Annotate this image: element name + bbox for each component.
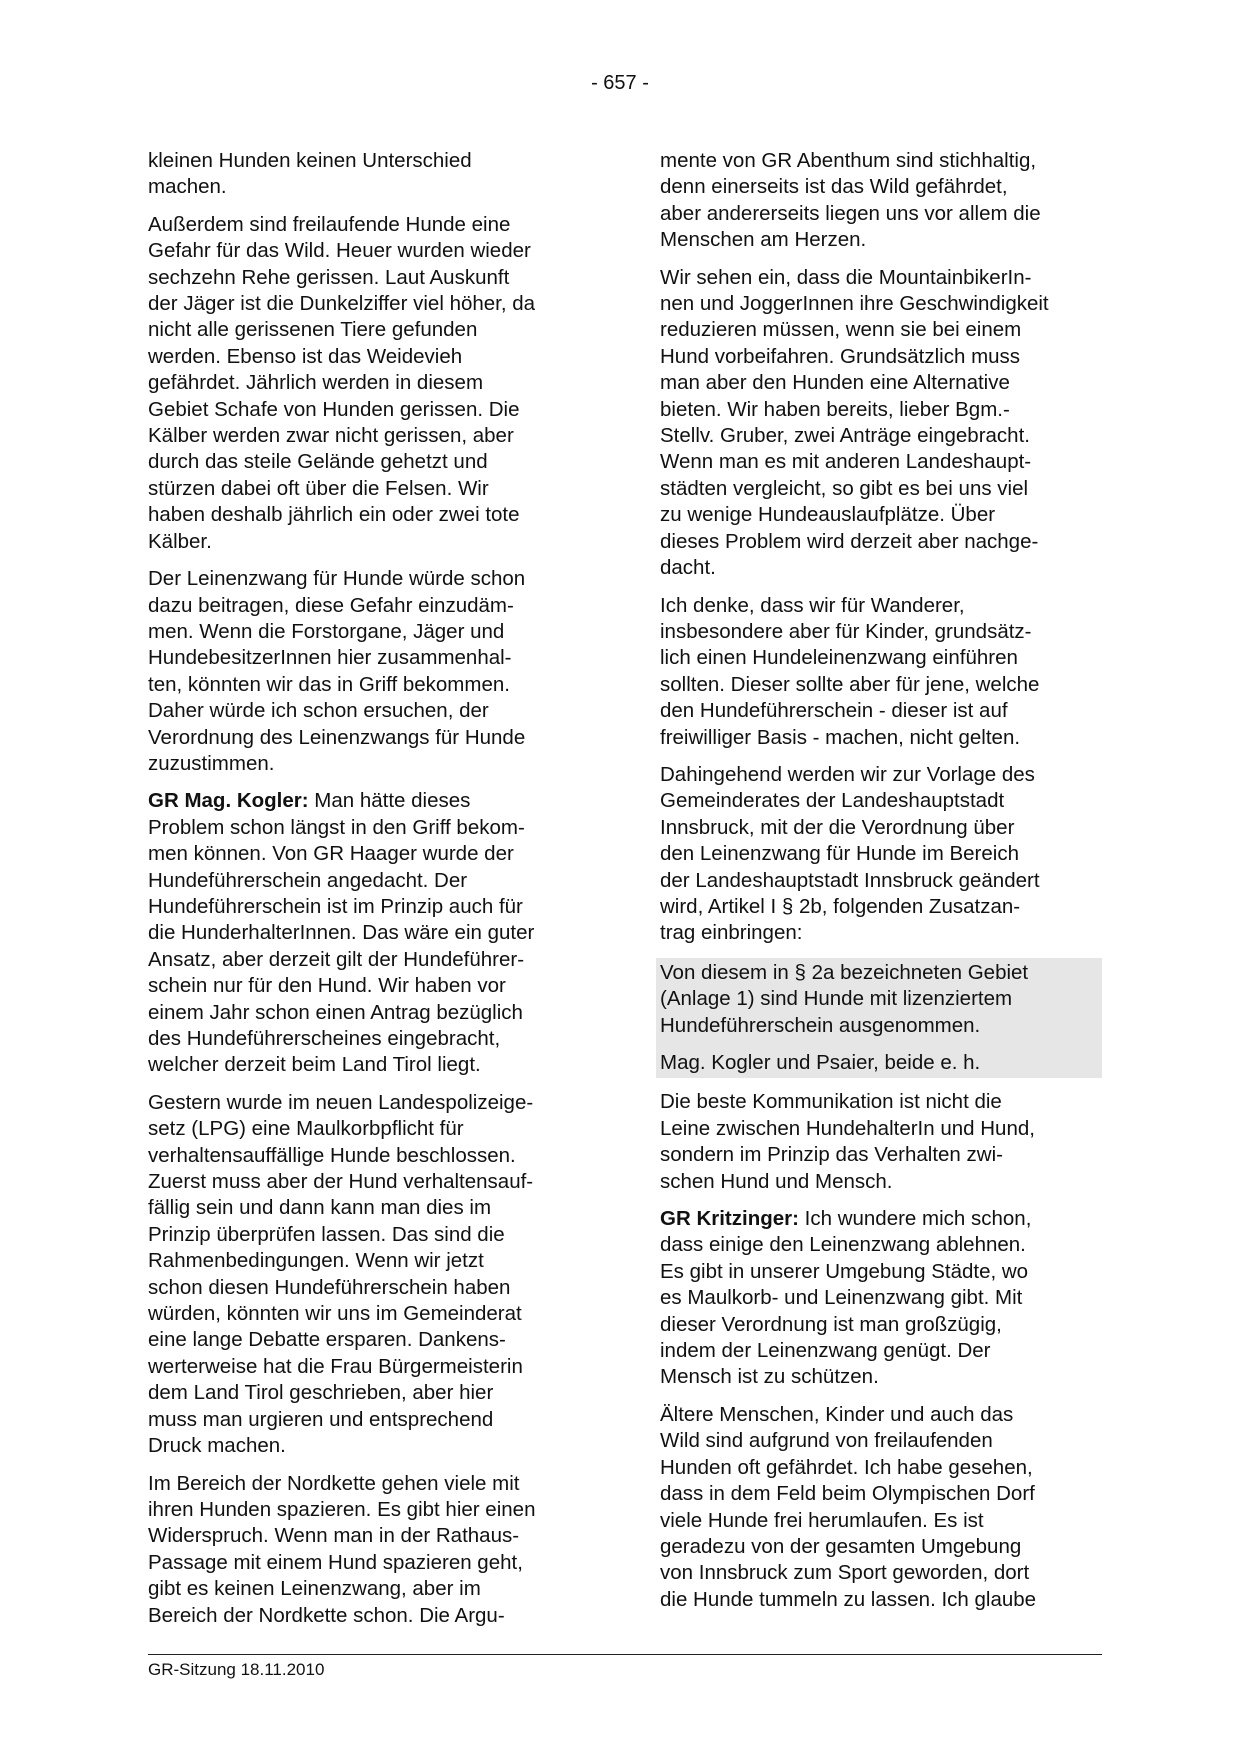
paragraph xyxy=(148,212,588,555)
text-line: kleinen Hunden keinen Unterschied xyxy=(148,149,472,172)
text-line: zu wenige Hundeauslaufplätze. Über xyxy=(660,503,996,527)
paragraph xyxy=(148,148,588,201)
first-line xyxy=(148,788,588,814)
text-line: ten, könnten wir das in Griff bekommen. xyxy=(148,672,510,696)
text-line: denn einerseits ist das Wild gefährdet, xyxy=(660,175,1008,199)
text-line: von Innsbruck zum Sport geworden, dort xyxy=(660,1561,1030,1585)
text-line: dacht. xyxy=(660,556,716,580)
text-line: der Jäger ist die Dunkelziffer viel höher, da xyxy=(148,292,536,316)
text-line: Gefahr für das Wild. Heuer wurden wieder xyxy=(148,239,531,263)
text-line: nen und JoggerInnen ihre Geschwindigkeit xyxy=(660,292,1049,316)
first-line xyxy=(660,1206,1102,1232)
text-line: Problem schon längst in den Griff bekom- xyxy=(148,815,525,839)
motion-text xyxy=(660,960,1098,1039)
text-line: sollten. Dieser sollte aber für jene, welche xyxy=(660,672,1040,696)
text-line: HundebesitzerInnen hier zusammenhal- xyxy=(148,646,512,670)
text-line: Prinzip überprüfen lassen. Das sind die xyxy=(148,1222,505,1246)
paragraph-body xyxy=(660,1232,1102,1390)
text-line: schein nur für den Hund. Wir haben vor xyxy=(148,974,506,998)
speaker-name: GR Kritzinger: xyxy=(660,1207,799,1231)
text-line: Von diesem in § 2a bezeichneten Gebiet xyxy=(660,960,1029,984)
text-line: Leine zwischen HundehalterIn und Hund, xyxy=(660,1116,1035,1140)
text-line: gibt es keinen Leinenzwang, aber im xyxy=(148,1577,481,1601)
text-line: sechzehn Rehe gerissen. Laut Auskunft xyxy=(148,265,510,289)
text-line: Mensch ist zu schützen. xyxy=(660,1365,879,1389)
paragraph xyxy=(660,265,1102,582)
text-line: Die beste Kommunikation ist nicht die xyxy=(660,1090,1002,1114)
text-line: fällig sein und dann kann man dies im xyxy=(148,1196,492,1220)
text-line: dem Land Tirol geschrieben, aber hier xyxy=(148,1381,494,1405)
text-line: wird, Artikel I § 2b, folgenden Zusatzan- xyxy=(660,894,1021,918)
text-line: schon diesen Hundeführerschein haben xyxy=(148,1275,511,1299)
speaker-paragraph xyxy=(660,1206,1102,1391)
paragraph-body xyxy=(148,815,588,1079)
text-line: Gebiet Schafe von Hunden gerissen. Die xyxy=(148,397,520,421)
text-line: verhaltensauffällige Hunde beschlossen. xyxy=(148,1143,516,1167)
text-line: Wir sehen ein, dass die MountainbikerIn- xyxy=(660,265,1032,289)
text-line: werterweise hat die Frau Bürgermeisterin xyxy=(148,1354,523,1378)
text-line: Hundeführerschein ausgenommen. xyxy=(660,1013,981,1037)
text-line: men. Wenn die Forstorgane, Jäger und xyxy=(148,619,505,643)
text-line: mente von GR Abenthum sind stichhaltig, xyxy=(660,149,1037,172)
text-line: geradezu von der gesamten Umgebung xyxy=(660,1534,1022,1558)
text-line: Zuerst muss aber der Hund verhaltensauf- xyxy=(148,1170,534,1194)
text-line: stürzen dabei oft über die Felsen. Wir xyxy=(148,476,489,500)
text-line: Hundeführerschein ist im Prinzip auch für xyxy=(148,894,523,918)
text-line: des Hundeführerscheines eingebracht, xyxy=(148,1027,501,1050)
text-line: dazu beitragen, diese Gefahr einzudäm- xyxy=(148,593,514,617)
text-line: men können. Von GR Haager wurde der xyxy=(148,842,514,866)
text-line: haben deshalb jährlich ein oder zwei tote xyxy=(148,503,520,527)
text-line: Hunden oft gefährdet. Ich habe gesehen, xyxy=(660,1455,1033,1479)
motion-box xyxy=(656,958,1102,1079)
paragraph xyxy=(660,762,1102,947)
text-line: bieten. Wir haben bereits, lieber Bgm.- xyxy=(660,397,1010,421)
text-line: dass einige den Leinenzwang ablehnen. xyxy=(660,1233,1026,1257)
text-line: den Leinenzwang für Hunde im Bereich xyxy=(660,842,1019,866)
text-line: Kälber werden zwar nicht gerissen, aber xyxy=(148,424,514,448)
text-line: Innsbruck, mit der die Verordnung über xyxy=(660,815,1015,839)
text-line: setz (LPG) eine Maulkorbpflicht für xyxy=(148,1117,464,1141)
text-line: die Hunde tummeln zu lassen. Ich glaube xyxy=(660,1587,1037,1611)
text-line: Außerdem sind freilaufende Hunde eine xyxy=(148,212,511,236)
text-line: Menschen am Herzen. xyxy=(660,228,867,252)
text-line: Daher würde ich schon ersuchen, der xyxy=(148,699,489,723)
text-line: muss man urgieren und entsprechend xyxy=(148,1407,494,1431)
text-line: Verordnung des Leinenzwangs für Hunde xyxy=(148,725,526,749)
text-line: lich einen Hundeleinenzwang einführen xyxy=(660,646,1018,670)
paragraph xyxy=(660,1089,1102,1195)
text-line: nicht alle gerissenen Tiere gefunden xyxy=(148,318,478,342)
text-line: freiwilliger Basis - machen, nicht gelten. xyxy=(660,725,1021,749)
text-line: einem Jahr schon einen Antrag bezüglich xyxy=(148,1000,523,1024)
text-line: zuzustimmen. xyxy=(148,751,275,775)
footer-session-date: GR-Sitzung 18.11.2010 xyxy=(148,1660,325,1679)
text-line: (Anlage 1) sind Hunde mit lizenziertem xyxy=(660,987,1013,1011)
text-line: Bereich der Nordkette schon. Die Argu- xyxy=(148,1603,505,1627)
right-column xyxy=(660,148,1102,1624)
text-line: Wenn man es mit anderen Landeshaupt- xyxy=(660,450,1032,474)
paragraph xyxy=(148,1090,588,1460)
text-line: schen Hund und Mensch. xyxy=(660,1169,893,1193)
text-line: Stellv. Gruber, zwei Anträge eingebracht. xyxy=(660,424,1030,448)
text-line: Hundeführerschein angedacht. Der xyxy=(148,868,468,892)
text-line: gefährdet. Jährlich werden in diesem xyxy=(148,371,484,395)
paragraph xyxy=(148,566,588,777)
text-line: Passage mit einem Hund spazieren geht, xyxy=(148,1550,523,1574)
text-line: dieses Problem wird derzeit aber nachge- xyxy=(660,529,1039,553)
text-line: die HunderhalterInnen. Das wäre ein guter xyxy=(148,921,535,945)
text-line: den Hundeführerschein - dieser ist auf xyxy=(660,699,1008,723)
speech-text: Ich wundere mich schon, xyxy=(798,1207,1032,1231)
text-line: man aber den Hunden eine Alternative xyxy=(660,371,1010,395)
text-line: Druck machen. xyxy=(148,1434,286,1458)
text-line: durch das steile Gelände gehetzt und xyxy=(148,450,488,474)
text-line: der Landeshauptstadt Innsbruck geändert xyxy=(660,868,1040,892)
speaker-name: GR Mag. Kogler: xyxy=(148,789,309,813)
paragraph xyxy=(148,1471,588,1629)
text-line: aber andererseits liegen uns vor allem die xyxy=(660,201,1041,225)
text-line: werden. Ebenso ist das Weidevieh xyxy=(148,344,463,368)
text-line: Ältere Menschen, Kinder und auch das xyxy=(660,1402,1014,1426)
text-line: indem der Leinenzwang genügt. Der xyxy=(660,1339,991,1363)
text-line: dass in dem Feld beim Olympischen Dorf xyxy=(660,1482,1035,1506)
text-line: Gemeinderates der Landeshauptstadt xyxy=(660,789,1005,813)
text-line: eine lange Debatte ersparen. Dankens- xyxy=(148,1328,506,1352)
text-line: ihren Hunden spazieren. Es gibt hier einen xyxy=(148,1497,536,1521)
text-line: Kälber. xyxy=(148,529,212,553)
text-line: Ich denke, dass wir für Wanderer, xyxy=(660,593,965,617)
text-line: Dahingehend werden wir zur Vorlage des xyxy=(660,762,1035,786)
page-number: - 657 - xyxy=(591,72,649,94)
text-line: Der Leinenzwang für Hunde würde schon xyxy=(148,567,526,591)
footer-divider xyxy=(148,1654,1102,1655)
speaker-paragraph xyxy=(148,788,588,1078)
text-line: es Maulkorb- und Leinenzwang gibt. Mit xyxy=(660,1286,1023,1310)
text-line: Im Bereich der Nordkette gehen viele mit xyxy=(148,1471,520,1495)
left-column xyxy=(148,148,588,1640)
text-line: insbesondere aber für Kinder, grundsätz- xyxy=(660,619,1032,643)
text-line: dieser Verordnung ist man großzügig, xyxy=(660,1312,1002,1336)
paragraph xyxy=(660,148,1102,254)
motion-signature xyxy=(660,1050,1098,1076)
paragraph xyxy=(660,1402,1102,1613)
text-line: Widerspruch. Wenn man in der Rathaus- xyxy=(148,1524,520,1548)
text-line: Hund vorbeifahren. Grundsätzlich muss xyxy=(660,344,1021,368)
text-line: Gestern wurde im neuen Landespolizeige- xyxy=(148,1090,534,1114)
text-line: Ansatz, aber derzeit gilt der Hundeführer- xyxy=(148,947,525,971)
speech-text: Man hätte dieses xyxy=(308,789,471,813)
text-line: Rahmenbedingungen. Wenn wir jetzt xyxy=(148,1249,484,1273)
text-line: machen. xyxy=(148,175,227,199)
text-line: reduzieren müssen, wenn sie bei einem xyxy=(660,318,1022,342)
text-line: welcher derzeit beim Land Tirol liegt. xyxy=(148,1053,481,1077)
text-line: trag einbringen: xyxy=(660,921,803,945)
text-line: städten vergleicht, so gibt es bei uns viel xyxy=(660,476,1029,500)
paragraph xyxy=(660,593,1102,751)
text-line: würden, könnten wir uns im Gemeinderat xyxy=(148,1302,522,1326)
signature-line: Mag. Kogler und Psaier, beide e. h. xyxy=(660,1051,981,1074)
text-line: Wild sind aufgrund von freilaufenden xyxy=(660,1429,993,1453)
text-line: viele Hunde frei herumlaufen. Es ist xyxy=(660,1508,984,1532)
text-line: sondern im Prinzip das Verhalten zwi- xyxy=(660,1143,1003,1167)
text-line: Es gibt in unserer Umgebung Städte, wo xyxy=(660,1259,1029,1283)
